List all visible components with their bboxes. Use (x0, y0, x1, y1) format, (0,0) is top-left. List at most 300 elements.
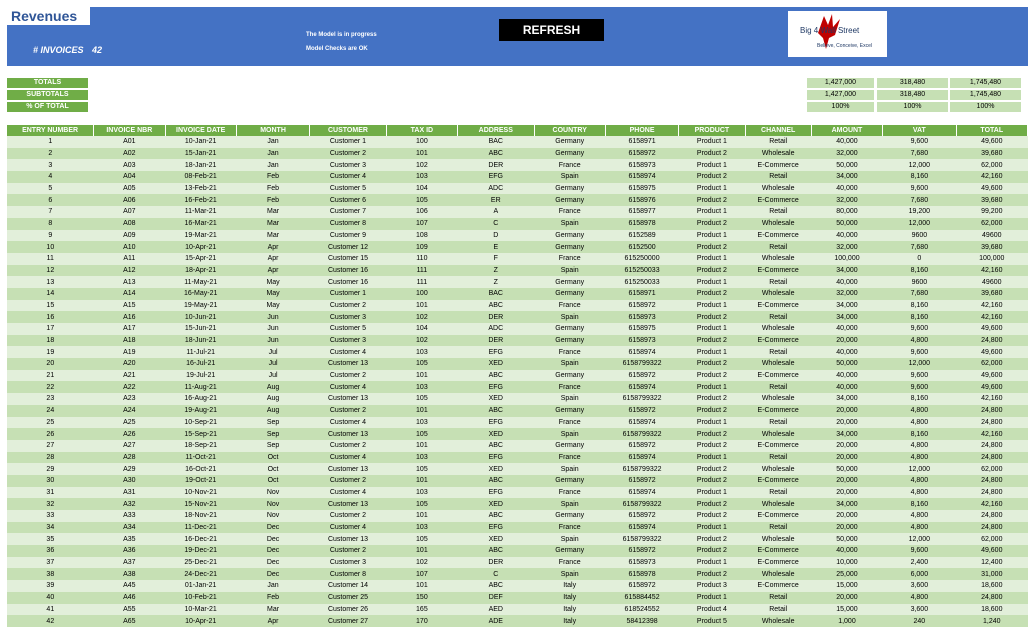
table-cell[interactable]: May (236, 300, 309, 312)
table-cell[interactable]: Customer 3 (310, 557, 386, 569)
table-cell[interactable]: 39,680 (956, 194, 1027, 206)
table-cell[interactable]: Oct (236, 475, 309, 487)
table-cell[interactable]: Product 2 (679, 311, 745, 323)
table-cell[interactable]: EFG (458, 522, 534, 534)
table-cell[interactable]: 25-Dec-21 (165, 557, 236, 569)
table-cell[interactable]: 8,160 (883, 311, 956, 323)
table-cell[interactable]: 101 (386, 148, 457, 160)
table-row[interactable] (7, 370, 1028, 382)
table-cell[interactable]: Germany (534, 288, 605, 300)
table-cell[interactable]: Apr (236, 253, 309, 265)
table-cell[interactable]: Product 2 (679, 194, 745, 206)
table-cell[interactable]: 40,000 (811, 346, 882, 358)
table-cell[interactable]: 16-May-21 (165, 288, 236, 300)
table-cell[interactable]: 109 (386, 241, 457, 253)
table-cell[interactable]: E-Commerce (745, 300, 811, 312)
table-cell[interactable]: E-Commerce (745, 194, 811, 206)
table-cell[interactable]: 6158977 (605, 206, 678, 218)
table-cell[interactable]: 2,400 (883, 557, 956, 569)
table-cell[interactable]: 101 (386, 405, 457, 417)
table-cell[interactable]: A26 (94, 428, 165, 440)
table-cell[interactable]: BAC (458, 288, 534, 300)
table-cell[interactable]: 105 (386, 428, 457, 440)
table-cell[interactable]: France (534, 487, 605, 499)
table-cell[interactable]: ABC (458, 545, 534, 557)
table-cell[interactable]: 9,600 (883, 545, 956, 557)
table-cell[interactable]: Customer 3 (310, 159, 386, 171)
table-cell[interactable]: 24,800 (956, 592, 1027, 604)
table-cell[interactable]: Wholesale (745, 183, 811, 195)
table-cell[interactable]: Wholesale (745, 358, 811, 370)
table-cell[interactable]: E-Commerce (745, 440, 811, 452)
table-cell[interactable]: Product 1 (679, 183, 745, 195)
table-cell[interactable]: Mar (236, 230, 309, 242)
table-cell[interactable]: 41 (7, 604, 94, 616)
table-cell[interactable]: Jul (236, 370, 309, 382)
table-cell[interactable]: Product 1 (679, 487, 745, 499)
table-cell[interactable]: 24,800 (956, 510, 1027, 522)
table-cell[interactable]: 16-Aug-21 (165, 393, 236, 405)
table-cell[interactable]: Dec (236, 522, 309, 534)
table-cell[interactable]: 24,800 (956, 487, 1027, 499)
table-cell[interactable]: Retail (745, 592, 811, 604)
table-cell[interactable]: Germany (534, 148, 605, 160)
table-cell[interactable]: Retail (745, 136, 811, 148)
table-cell[interactable]: Feb (236, 194, 309, 206)
table-cell[interactable]: 24,800 (956, 335, 1027, 347)
table-cell[interactable]: 27 (7, 440, 94, 452)
table-cell[interactable]: ABC (458, 300, 534, 312)
table-cell[interactable]: 100,000 (956, 253, 1027, 265)
table-cell[interactable]: France (534, 417, 605, 429)
table-cell[interactable]: Product 2 (679, 533, 745, 545)
table-cell[interactable]: ABC (458, 405, 534, 417)
table-cell[interactable]: Product 2 (679, 405, 745, 417)
table-cell[interactable]: Product 2 (679, 288, 745, 300)
table-cell[interactable]: 4,800 (883, 592, 956, 604)
table-cell[interactable]: Customer 12 (310, 241, 386, 253)
table-cell[interactable]: Customer 13 (310, 533, 386, 545)
table-cell[interactable]: ABC (458, 510, 534, 522)
table-row[interactable] (7, 475, 1028, 487)
table-cell[interactable]: Spain (534, 428, 605, 440)
table-cell[interactable]: Feb (236, 183, 309, 195)
column-header[interactable]: CUSTOMER (310, 125, 386, 136)
table-cell[interactable]: Customer 25 (310, 592, 386, 604)
table-cell[interactable]: Wholesale (745, 498, 811, 510)
table-cell[interactable]: 5 (7, 183, 94, 195)
table-cell[interactable]: DER (458, 159, 534, 171)
table-cell[interactable]: 42,160 (956, 265, 1027, 277)
table-cell[interactable]: A11 (94, 253, 165, 265)
table-cell[interactable]: 20,000 (811, 475, 882, 487)
table-cell[interactable]: 105 (386, 498, 457, 510)
table-cell[interactable]: 8 (7, 218, 94, 230)
table-cell[interactable]: 101 (386, 580, 457, 592)
table-cell[interactable]: 24,800 (956, 452, 1027, 464)
table-cell[interactable]: XED (458, 428, 534, 440)
table-cell[interactable]: 6158972 (605, 545, 678, 557)
table-cell[interactable]: 6,000 (883, 568, 956, 580)
table-cell[interactable]: 100 (386, 288, 457, 300)
table-cell[interactable]: BAC (458, 136, 534, 148)
table-cell[interactable]: 28 (7, 452, 94, 464)
table-cell[interactable]: 9,600 (883, 381, 956, 393)
table-cell[interactable]: Wholesale (745, 615, 811, 627)
table-row[interactable] (7, 615, 1028, 627)
table-cell[interactable]: 18,600 (956, 580, 1027, 592)
table-cell[interactable]: Sep (236, 440, 309, 452)
table-cell[interactable]: 24,800 (956, 475, 1027, 487)
table-cell[interactable]: 6158799322 (605, 463, 678, 475)
table-cell[interactable]: 40,000 (811, 381, 882, 393)
table-cell[interactable]: 20,000 (811, 405, 882, 417)
table-cell[interactable]: 42,160 (956, 498, 1027, 510)
table-cell[interactable]: 22 (7, 381, 94, 393)
table-cell[interactable]: 49,600 (956, 370, 1027, 382)
table-cell[interactable]: 12 (7, 265, 94, 277)
table-cell[interactable]: 11-Oct-21 (165, 452, 236, 464)
table-cell[interactable]: 13-Feb-21 (165, 183, 236, 195)
table-cell[interactable]: Customer 7 (310, 206, 386, 218)
table-cell[interactable]: 26 (7, 428, 94, 440)
table-cell[interactable]: Retail (745, 241, 811, 253)
table-cell[interactable]: 6158974 (605, 381, 678, 393)
table-cell[interactable]: 20,000 (811, 522, 882, 534)
table-cell[interactable]: Customer 2 (310, 475, 386, 487)
table-cell[interactable]: EFG (458, 417, 534, 429)
table-cell[interactable]: 4,800 (883, 522, 956, 534)
table-cell[interactable]: A21 (94, 370, 165, 382)
table-cell[interactable]: Wholesale (745, 463, 811, 475)
table-cell[interactable]: A (458, 206, 534, 218)
table-cell[interactable]: 105 (386, 533, 457, 545)
table-cell[interactable]: A13 (94, 276, 165, 288)
table-cell[interactable]: Retail (745, 311, 811, 323)
table-cell[interactable]: 19-May-21 (165, 300, 236, 312)
table-cell[interactable]: Product 1 (679, 300, 745, 312)
table-cell[interactable]: 19-Jul-21 (165, 370, 236, 382)
table-cell[interactable]: Jan (236, 136, 309, 148)
table-cell[interactable]: Germany (534, 241, 605, 253)
table-cell[interactable]: Customer 3 (310, 335, 386, 347)
table-cell[interactable]: 42,160 (956, 300, 1027, 312)
table-cell[interactable]: France (534, 381, 605, 393)
table-cell[interactable]: 18 (7, 335, 94, 347)
table-cell[interactable]: Spain (534, 218, 605, 230)
table-cell[interactable]: Wholesale (745, 323, 811, 335)
table-cell[interactable]: A24 (94, 405, 165, 417)
table-cell[interactable]: Product 1 (679, 253, 745, 265)
table-row[interactable] (7, 417, 1028, 429)
table-cell[interactable]: ABC (458, 370, 534, 382)
table-cell[interactable]: A05 (94, 183, 165, 195)
table-cell[interactable]: A27 (94, 440, 165, 452)
table-cell[interactable]: XED (458, 358, 534, 370)
table-cell[interactable]: Spain (534, 568, 605, 580)
table-cell[interactable]: E-Commerce (745, 405, 811, 417)
table-cell[interactable]: 49600 (956, 230, 1027, 242)
table-cell[interactable]: A03 (94, 159, 165, 171)
table-cell[interactable]: Aug (236, 393, 309, 405)
table-cell[interactable]: Product 4 (679, 604, 745, 616)
table-cell[interactable]: 8,160 (883, 171, 956, 183)
table-cell[interactable]: A20 (94, 358, 165, 370)
table-cell[interactable]: E-Commerce (745, 475, 811, 487)
table-cell[interactable]: Jan (236, 159, 309, 171)
table-cell[interactable]: 32,000 (811, 288, 882, 300)
table-cell[interactable]: A25 (94, 417, 165, 429)
table-cell[interactable]: 10-Feb-21 (165, 592, 236, 604)
table-cell[interactable]: Wholesale (745, 533, 811, 545)
table-cell[interactable]: Z (458, 265, 534, 277)
table-row[interactable] (7, 183, 1028, 195)
table-cell[interactable]: Customer 4 (310, 346, 386, 358)
table-cell[interactable]: 6158974 (605, 171, 678, 183)
table-cell[interactable]: A07 (94, 206, 165, 218)
table-cell[interactable]: 9,600 (883, 323, 956, 335)
table-cell[interactable]: 6158799322 (605, 498, 678, 510)
table-cell[interactable]: Product 2 (679, 440, 745, 452)
table-cell[interactable]: Product 1 (679, 206, 745, 218)
table-row[interactable] (7, 393, 1028, 405)
table-cell[interactable]: 106 (386, 206, 457, 218)
table-cell[interactable]: 0 (883, 253, 956, 265)
table-cell[interactable]: 18-Jun-21 (165, 335, 236, 347)
table-cell[interactable]: 100 (386, 136, 457, 148)
table-cell[interactable]: Retail (745, 346, 811, 358)
table-cell[interactable]: E-Commerce (745, 159, 811, 171)
table-cell[interactable]: 21 (7, 370, 94, 382)
table-cell[interactable]: 49,600 (956, 183, 1027, 195)
table-cell[interactable]: Spain (534, 498, 605, 510)
table-cell[interactable]: 6158978 (605, 218, 678, 230)
table-cell[interactable]: 6158971 (605, 136, 678, 148)
table-cell[interactable]: E-Commerce (745, 335, 811, 347)
table-cell[interactable]: Italy (534, 604, 605, 616)
table-cell[interactable]: 15,000 (811, 580, 882, 592)
table-cell[interactable]: Spain (534, 358, 605, 370)
column-header[interactable]: VAT (883, 125, 956, 136)
table-cell[interactable]: Spain (534, 463, 605, 475)
table-cell[interactable]: 4,800 (883, 405, 956, 417)
column-header[interactable]: INVOICE NBR (94, 125, 165, 136)
table-cell[interactable]: 615250033 (605, 265, 678, 277)
table-cell[interactable]: 20,000 (811, 592, 882, 604)
table-cell[interactable]: 35 (7, 533, 94, 545)
table-row[interactable] (7, 230, 1028, 242)
table-cell[interactable]: 62,000 (956, 533, 1027, 545)
table-cell[interactable]: 615250000 (605, 253, 678, 265)
table-cell[interactable]: 6158799322 (605, 358, 678, 370)
table-row[interactable] (7, 510, 1028, 522)
table-cell[interactable]: 6158973 (605, 159, 678, 171)
table-cell[interactable]: Customer 2 (310, 405, 386, 417)
table-cell[interactable]: 6158974 (605, 452, 678, 464)
table-cell[interactable]: Product 2 (679, 241, 745, 253)
table-cell[interactable]: Customer 1 (310, 136, 386, 148)
table-cell[interactable]: Customer 2 (310, 148, 386, 160)
table-cell[interactable]: Product 1 (679, 522, 745, 534)
table-cell[interactable]: France (534, 557, 605, 569)
table-cell[interactable]: D (458, 230, 534, 242)
table-cell[interactable]: C (458, 568, 534, 580)
table-cell[interactable]: 9 (7, 230, 94, 242)
table-cell[interactable]: 4,800 (883, 452, 956, 464)
table-cell[interactable]: Feb (236, 592, 309, 604)
table-cell[interactable]: Customer 16 (310, 276, 386, 288)
table-row[interactable] (7, 300, 1028, 312)
table-cell[interactable]: 105 (386, 194, 457, 206)
table-cell[interactable]: Product 1 (679, 557, 745, 569)
table-cell[interactable]: 11-Mar-21 (165, 206, 236, 218)
table-row[interactable] (7, 323, 1028, 335)
table-cell[interactable]: ADE (458, 615, 534, 627)
table-cell[interactable]: 8,160 (883, 428, 956, 440)
table-cell[interactable]: Product 1 (679, 230, 745, 242)
table-cell[interactable]: A09 (94, 230, 165, 242)
table-cell[interactable]: Customer 4 (310, 487, 386, 499)
column-header[interactable]: INVOICE DATE (165, 125, 236, 136)
table-cell[interactable]: Italy (534, 615, 605, 627)
table-cell[interactable]: 12,000 (883, 358, 956, 370)
table-row[interactable] (7, 241, 1028, 253)
table-cell[interactable]: 12,000 (883, 533, 956, 545)
table-cell[interactable]: 615884452 (605, 592, 678, 604)
table-cell[interactable]: 15 (7, 300, 94, 312)
table-cell[interactable]: 15-Jan-21 (165, 148, 236, 160)
table-cell[interactable]: A30 (94, 475, 165, 487)
table-cell[interactable]: 34,000 (811, 393, 882, 405)
table-cell[interactable]: Feb (236, 171, 309, 183)
table-row[interactable] (7, 265, 1028, 277)
table-cell[interactable]: E-Commerce (745, 265, 811, 277)
table-cell[interactable]: 42 (7, 615, 94, 627)
table-cell[interactable]: Product 1 (679, 159, 745, 171)
table-cell[interactable]: A16 (94, 311, 165, 323)
table-cell[interactable]: 2 (7, 148, 94, 160)
table-cell[interactable]: May (236, 288, 309, 300)
table-cell[interactable]: 18-Jan-21 (165, 159, 236, 171)
table-cell[interactable]: A19 (94, 346, 165, 358)
table-cell[interactable]: Jun (236, 335, 309, 347)
table-cell[interactable]: 101 (386, 440, 457, 452)
table-row[interactable] (7, 253, 1028, 265)
table-cell[interactable]: Dec (236, 557, 309, 569)
table-cell[interactable]: E (458, 241, 534, 253)
table-cell[interactable]: Germany (534, 370, 605, 382)
table-cell[interactable]: Spain (534, 533, 605, 545)
table-cell[interactable]: 40,000 (811, 276, 882, 288)
table-row[interactable] (7, 206, 1028, 218)
column-header[interactable]: ENTRY NUMBER (7, 125, 94, 136)
table-cell[interactable]: Germany (534, 276, 605, 288)
table-cell[interactable]: 20,000 (811, 335, 882, 347)
table-cell[interactable]: 24-Dec-21 (165, 568, 236, 580)
table-cell[interactable]: A45 (94, 580, 165, 592)
table-cell[interactable]: Germany (534, 323, 605, 335)
table-cell[interactable]: 18-Nov-21 (165, 510, 236, 522)
table-row[interactable] (7, 463, 1028, 475)
table-cell[interactable]: Product 2 (679, 568, 745, 580)
table-cell[interactable]: 40,000 (811, 323, 882, 335)
table-cell[interactable]: 100,000 (811, 253, 882, 265)
table-cell[interactable]: 36 (7, 545, 94, 557)
table-row[interactable] (7, 604, 1028, 616)
table-cell[interactable]: A06 (94, 194, 165, 206)
table-row[interactable] (7, 194, 1028, 206)
table-cell[interactable]: E-Commerce (745, 370, 811, 382)
table-cell[interactable]: Mar (236, 604, 309, 616)
table-cell[interactable]: 19-Aug-21 (165, 405, 236, 417)
table-cell[interactable]: 10-Nov-21 (165, 487, 236, 499)
table-cell[interactable]: Customer 2 (310, 440, 386, 452)
table-cell[interactable]: A65 (94, 615, 165, 627)
table-row[interactable] (7, 498, 1028, 510)
table-cell[interactable]: 40,000 (811, 230, 882, 242)
table-cell[interactable]: 31,000 (956, 568, 1027, 580)
table-cell[interactable]: 103 (386, 452, 457, 464)
table-cell[interactable]: 19,200 (883, 206, 956, 218)
table-cell[interactable]: E-Commerce (745, 510, 811, 522)
table-row[interactable] (7, 452, 1028, 464)
table-cell[interactable]: Customer 5 (310, 323, 386, 335)
table-cell[interactable]: ABC (458, 440, 534, 452)
table-cell[interactable]: 6158972 (605, 510, 678, 522)
table-cell[interactable]: Wholesale (745, 428, 811, 440)
table-row[interactable] (7, 522, 1028, 534)
table-cell[interactable]: 08-Feb-21 (165, 171, 236, 183)
table-cell[interactable]: 6158972 (605, 580, 678, 592)
table-cell[interactable]: 6158799322 (605, 533, 678, 545)
table-cell[interactable]: 40,000 (811, 183, 882, 195)
table-cell[interactable]: 11 (7, 253, 94, 265)
table-cell[interactable]: 24,800 (956, 440, 1027, 452)
table-cell[interactable]: DER (458, 557, 534, 569)
table-cell[interactable]: Customer 2 (310, 370, 386, 382)
table-cell[interactable]: E-Commerce (745, 580, 811, 592)
table-cell[interactable]: Customer 2 (310, 545, 386, 557)
table-cell[interactable]: 103 (386, 346, 457, 358)
column-header[interactable]: TOTAL (956, 125, 1027, 136)
table-cell[interactable]: 15-Jun-21 (165, 323, 236, 335)
table-row[interactable] (7, 335, 1028, 347)
table-row[interactable] (7, 159, 1028, 171)
table-cell[interactable]: 103 (386, 381, 457, 393)
table-row[interactable] (7, 276, 1028, 288)
table-cell[interactable]: 9,600 (883, 136, 956, 148)
table-cell[interactable]: 42,160 (956, 428, 1027, 440)
table-cell[interactable]: 6158972 (605, 440, 678, 452)
table-cell[interactable]: A15 (94, 300, 165, 312)
table-cell[interactable]: Customer 8 (310, 218, 386, 230)
table-cell[interactable]: Retail (745, 417, 811, 429)
table-cell[interactable]: 6158971 (605, 288, 678, 300)
table-cell[interactable]: 50,000 (811, 358, 882, 370)
table-cell[interactable]: Germany (534, 405, 605, 417)
table-cell[interactable]: 12,000 (883, 218, 956, 230)
table-cell[interactable]: Product 2 (679, 393, 745, 405)
table-cell[interactable]: Customer 13 (310, 358, 386, 370)
table-cell[interactable]: Product 3 (679, 580, 745, 592)
table-cell[interactable]: 6158972 (605, 370, 678, 382)
table-cell[interactable]: 103 (386, 171, 457, 183)
table-cell[interactable]: Product 2 (679, 358, 745, 370)
table-cell[interactable]: Germany (534, 475, 605, 487)
table-cell[interactable]: 10-Jun-21 (165, 311, 236, 323)
table-cell[interactable]: 31 (7, 487, 94, 499)
table-cell[interactable]: 7,680 (883, 148, 956, 160)
